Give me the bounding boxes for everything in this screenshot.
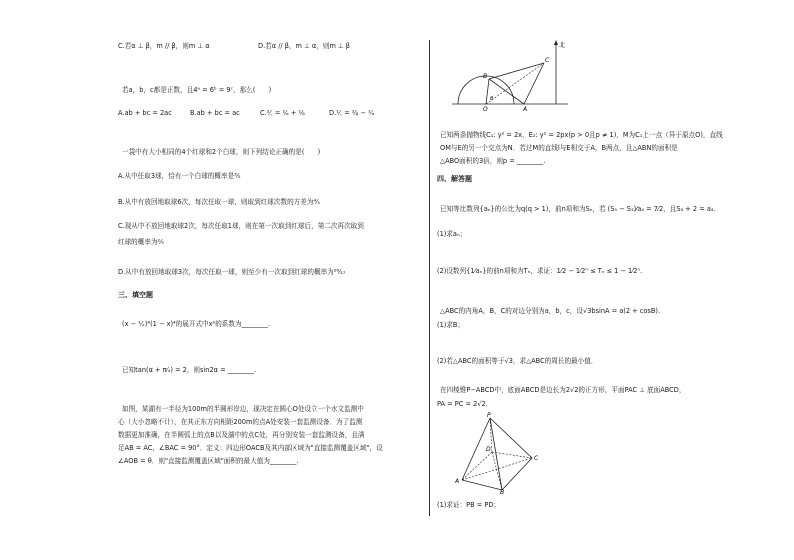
question-stem-line: 如图，某湖有一半径为100m的半圆形岸边，现决定在圆心O处设立一个水文监测中 (122, 405, 364, 413)
question-option-b: B.从中有放回地取球6次，每次任取一球，则取到红球次数的方差为⁴⁄₃ (118, 198, 320, 206)
question-stem: 已知tan(α + π⁄₄) = 2，则sin2α = ________. (122, 366, 257, 374)
point-a-label: A (523, 106, 528, 112)
question-stem-line: 心（大小忽略不计），在其正东方向相距200m的点A处安装一套监测设备．为了监测 (118, 418, 363, 426)
question-stem: 已知等比数列{aₙ}的公比为q(q > 1)，前n项和为Sₙ，若 (S₅ − S₃)⁄a₄ = 7⁄2，且S₃ + 2 = a₄. (440, 205, 716, 213)
sub-question: (1)求证：PB = PD； (437, 501, 500, 509)
question-option-c: C.现从中不放回地取球2次，每次任取1球，则在第一次取到红球后，第二次再次取到 (118, 222, 364, 230)
question-option-c: C.若α ⊥ β，m // β，则m ⊥ α (118, 42, 210, 50)
question-stem: △ABC的内角A，B，C的对边分别为a，b，c，设√3bsinA = a(2 + cosB). (440, 307, 661, 315)
angle-theta-label: θ (490, 96, 494, 102)
edge-cd (492, 452, 532, 458)
segment-ob (486, 79, 489, 104)
question-stem-line: PA = PC = 2√2． (437, 400, 493, 408)
question-option-a: A.从中任取3球，恰有一个白球的概率是³⁄₅ (118, 172, 241, 180)
edge-pc (490, 418, 532, 458)
question-option-c-continued: 红球的概率为²⁄₅ (118, 238, 164, 246)
semicircle-diagram (452, 38, 572, 112)
vertex-p-label: P (487, 412, 491, 419)
question-option-d: D.从中有放回地取球3次，每次任取一球，则至少有一次取到红球的概率为²⁶⁄₂₇ (118, 268, 346, 276)
edge-pb (490, 418, 502, 490)
column-divider (429, 40, 430, 516)
vertex-b-label: B (500, 489, 505, 494)
question-option-b: B.ab + bc = ac (190, 109, 240, 117)
semicircle-arc (458, 76, 514, 104)
question-stem-line: △ABO面积的3倍，则p = ________. (440, 157, 546, 165)
question-stem-line: OM与E的另一个交点为N．若过M的直线l与E相交于A，B两点，且△ABN的面积是 (440, 144, 678, 152)
question-stem-line: 数据更加准确，在半圆弧上的点B以及湖中的点C处，再分别安装一套监测设备，且满 (118, 431, 365, 439)
sub-question: (2)设数列{1⁄aₙ}的前n项和为Tₙ，求证：1⁄2 − 1⁄2ⁿ ≤ Tₙ ≤ 1 − 1⁄2ⁿ. (437, 267, 643, 275)
north-label: 北 (559, 42, 566, 49)
question-stem-line: ∠AOB = θ．则"直接监测覆盖区域"面积的最大值为________. (118, 457, 299, 465)
question-stem-line: 足AB = AC，∠BAC = 90°．定义：四边形OACB及其内部区域为"直接监测覆盖区域"，设 (118, 444, 383, 452)
section-heading-solve: 四、解答题 (437, 175, 472, 183)
question-stem-line: 已知两条抛物线C₁: y² = 2x，E₂: y² = 2px(p > 0且p ≠ 1)，M为C₁上一点（异于原点O)，直线 (440, 131, 723, 139)
edge-da (462, 452, 492, 480)
question-option-c: C.²⁄꜀ = ²⁄ₐ + ¹⁄ᵦ (260, 109, 305, 117)
point-c-label: C (545, 57, 550, 64)
vertex-d-label: D (486, 446, 491, 453)
question-option-d: D.¹⁄꜀ = ²⁄ᵦ − ¹⁄ₐ (329, 109, 375, 117)
question-stem-line: 在四棱锥P−ABCD中，底面ABCD是边长为2√2的正方形，平面PAC ⊥ 底面ABCD， (440, 386, 686, 394)
north-arrow-icon (554, 40, 558, 45)
sub-question: (1)求B； (437, 321, 465, 329)
section-heading-fill-in: 三、填空题 (118, 291, 153, 299)
question-stem: 若a，b，c都是正数，且4ᵃ = 6ᵇ = 9ᶜ，那么( ) (122, 86, 272, 94)
pyramid-diagram (448, 412, 544, 494)
vertex-c-label: C (534, 455, 539, 462)
edge-ab (462, 480, 502, 490)
point-o-label: O (483, 106, 488, 112)
point-b-label: B (483, 73, 488, 80)
vertex-a-label: A (455, 478, 460, 485)
question-stem: 一袋中有大小相同的4个红球和2个白球，则下列结论正确的是( ) (122, 148, 321, 156)
question-option-a: A.ab + bc = 2ac (118, 109, 172, 117)
question-stem: (x − ¹⁄ₓ)⁴(1 − x)⁴的展开式中x²的系数为________. (122, 320, 271, 328)
question-option-d: D.若α // β，m ⊥ α，则m ⊥ β (258, 42, 351, 50)
sub-question: (1)求aₙ； (437, 230, 467, 238)
segment-ba (489, 79, 524, 104)
sub-question: (2)若△ABC的面积等于√3，求△ABC的周长的最小值． (437, 357, 598, 365)
segment-ca (524, 63, 544, 104)
segment-bc (489, 63, 544, 79)
